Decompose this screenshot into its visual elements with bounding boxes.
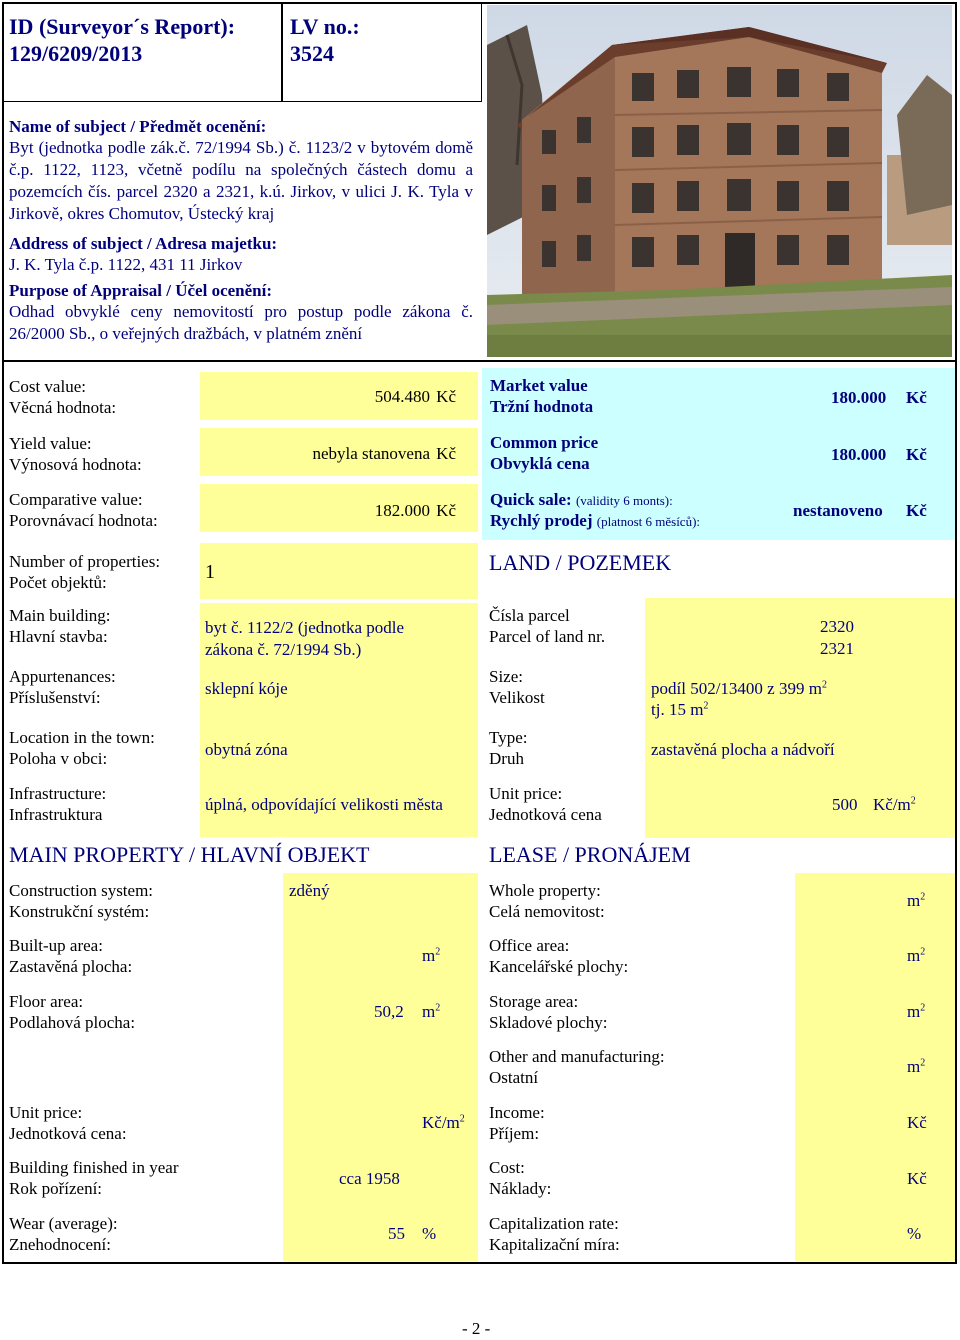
appurt-label-en: Appurtenances:: [9, 667, 116, 686]
type-label-en: Type:: [489, 728, 528, 747]
storage-label-en: Storage area:: [489, 992, 579, 1011]
type-label-cz: Druh: [489, 749, 524, 768]
main-property-values-block: [283, 873, 478, 1261]
lv-value: 3524: [290, 41, 334, 66]
page-number: - 2 -: [462, 1319, 491, 1338]
comp-value: 182.000: [374, 501, 430, 520]
quick-value: nestanoveno: [793, 501, 883, 520]
market-currency: Kč: [906, 388, 927, 407]
address-text: J. K. Tyla č.p. 1122, 431 11 Jirkov: [9, 255, 243, 274]
unit-unit: $Kč/m^2$: [873, 795, 916, 814]
unit-label-cz: Jednotková cena: [489, 805, 602, 824]
building-photo: [487, 5, 952, 357]
unitprice-unit-text: Kč/m: [422, 1113, 460, 1132]
office-unit-text: m: [907, 946, 921, 965]
appurt-value: sklepní kóje: [205, 679, 288, 698]
main-label-en: Main building:: [9, 606, 111, 625]
cost-label-en: Cost value:: [9, 377, 86, 396]
comp-value-cell: [200, 484, 478, 532]
builtup-unit-text: m: [422, 946, 436, 965]
cost-value: 504.480: [374, 387, 430, 406]
id-label: ID (Surveyor´s Report):: [9, 14, 236, 39]
lease-cost-label-cz: Náklady:: [489, 1179, 552, 1198]
count-label-en: Number of properties:: [9, 552, 161, 571]
size-value-1: podíl 502/13400 z 399 $m^2$: [651, 679, 827, 698]
year-value: cca 1958: [339, 1169, 400, 1188]
whole-unit: $m^2$: [907, 891, 926, 910]
lease-values-block: [795, 873, 955, 1261]
address-label: Address of subject / Adresa majetku:: [9, 234, 278, 253]
comp-label-en: Comparative value:: [9, 490, 143, 509]
office-label-en: Office area:: [489, 936, 570, 955]
year-label-en: Building finished in year: [9, 1158, 179, 1177]
main-property-heading: MAIN PROPERTY / HLAVNÍ OBJEKT: [9, 842, 370, 867]
id-value: 129/6209/2013: [9, 41, 143, 66]
unitprice-unit: $Kč/m^2$: [422, 1113, 465, 1132]
infra-label-cz: Infrastruktura: [9, 805, 103, 824]
cost-label-cz: Věcná hodnota:: [9, 398, 117, 417]
quick-label-cz: [490, 510, 700, 533]
main-value: byt č. 1122/2 (jednotka podle zákona č. 72/1994 Sb.): [205, 618, 405, 659]
purpose-label: Purpose of Appraisal / Účel ocenění:: [9, 281, 273, 300]
quick-label-en-text: Quick sale:: [490, 490, 572, 509]
location-value: obytná zóna: [205, 740, 288, 759]
count-value-cell: [200, 543, 478, 599]
floor-label-cz: Podlahová plocha:: [9, 1013, 136, 1032]
income-label-en: Income:: [489, 1103, 545, 1122]
unit-unit-text: Kč/m: [873, 795, 911, 814]
quick-label-cz-text: Rychlý prodej: [490, 511, 593, 530]
parcel-label-cz: Čísla parcel: [489, 606, 570, 625]
size-value-1-text: podíl 502/13400 z 399 m: [651, 679, 822, 698]
unitprice-label-cz: Jednotková cena:: [9, 1124, 127, 1143]
yield-value: nebyla stanovena: [312, 444, 430, 463]
market-value: 180.000: [831, 388, 887, 407]
infra-label-en: Infrastructure:: [9, 784, 107, 803]
subject-section: [2, 102, 482, 360]
floor-unit-text: m: [422, 1002, 436, 1021]
other-label-en: Other and manufacturing:: [489, 1047, 665, 1066]
cap-label-cz: Kapitalizační míra:: [489, 1235, 620, 1254]
storage-label-cz: Skladové plochy:: [489, 1013, 608, 1032]
construction-value: zděný: [289, 881, 330, 900]
builtup-label-en: Built-up area:: [9, 936, 103, 955]
cap-label-en: Capitalization rate:: [489, 1214, 619, 1233]
yield-label-en: Yield value:: [9, 434, 92, 453]
yield-value-cell: [200, 428, 478, 476]
location-label-en: Location in the town:: [9, 728, 155, 747]
size-label-cz: Velikost: [489, 688, 545, 707]
common-value: 180.000: [831, 445, 887, 464]
builtup-unit: $m^2$: [422, 946, 441, 965]
count-label-cz: Počet objektů:: [9, 573, 107, 592]
market-label-cz: Tržní hodnota: [490, 397, 594, 416]
wear-value: 55: [388, 1224, 405, 1243]
builtup-label-cz: Zastavěná plocha:: [9, 957, 133, 976]
purpose-text: Odhad obvyklé ceny nemovitostí pro postup podle zákona č. 26/2000 Sb., o veřejných dražbách, v platném znění: [9, 302, 473, 343]
size-label-en: Size:: [489, 667, 523, 686]
construction-label-en: Construction system:: [9, 881, 154, 900]
wear-label-en: Wear (average):: [9, 1214, 118, 1233]
lease-cost-unit: Kč: [907, 1169, 927, 1188]
year-label-cz: Rok pořízení:: [9, 1179, 103, 1198]
quick-note-cz: (platnost 6 měsíců):: [596, 514, 701, 529]
parcel-label-en: Parcel of land nr.: [489, 627, 606, 646]
quick-note-en: (validity 6 monts):: [575, 493, 673, 508]
unit-value: 500: [832, 795, 858, 814]
yield-currency: Kč: [436, 444, 456, 463]
parcel-2: 2321: [820, 639, 854, 658]
size-value-2: tj. 15 $m^2$: [651, 700, 709, 719]
floor-unit: $m^2$: [422, 1002, 441, 1021]
land-heading: LAND / POZEMEK: [489, 550, 672, 575]
location-label-cz: Poloha v obci:: [9, 749, 108, 768]
quick-currency: Kč: [906, 501, 927, 520]
subject-name-text: Byt (jednotka podle zák.č. 72/1994 Sb.) č. 1123/2 v bytovém domě č.p. 1122, 1123, včetně podílu na společných částech domu a pozemcích čís. parcel 2320 a 2321, k.ú. Jirkov, v ulici J. K. Tyla v Jirkově, okres Chomutov, Ústecký kraj: [9, 138, 473, 223]
construction-label-cz: Konstrukční systém:: [9, 902, 150, 921]
subject-name-label: Name of subject / Předmět ocenění:: [9, 117, 267, 136]
lv-label: LV no.:: [290, 14, 360, 39]
section-divider: [2, 360, 957, 362]
main-label-cz: Hlavní stavba:: [9, 627, 108, 646]
lease-cost-label-en: Cost:: [489, 1158, 525, 1177]
building-photo-svg: [487, 5, 952, 357]
type-value: zastavěná plocha a nádvoří: [651, 740, 835, 759]
comp-label-cz: Porovnávací hodnota:: [9, 511, 158, 530]
income-label-cz: Příjem:: [489, 1124, 540, 1143]
common-label-en: Common price: [490, 433, 599, 452]
cap-unit: %: [907, 1224, 922, 1243]
whole-label-cz: Celá nemovitost:: [489, 902, 605, 921]
common-currency: Kč: [906, 445, 927, 464]
infra-value: úplná, odpovídající velikosti města: [205, 795, 443, 814]
common-label-cz: Obvyklá cena: [490, 454, 590, 473]
cost-value-cell: [200, 372, 478, 420]
income-unit: Kč: [907, 1113, 927, 1132]
comp-currency: Kč: [436, 501, 456, 520]
appurt-label-cz: Příslušenství:: [9, 688, 101, 707]
lease-heading: LEASE / PRONÁJEM: [489, 842, 691, 867]
storage-unit-text: m: [907, 1002, 921, 1021]
floor-value: 50,2: [374, 1002, 404, 1021]
size-value-2-text: tj. 15 m: [651, 700, 704, 719]
other-unit: $m^2$: [907, 1057, 926, 1076]
count-value: 1: [205, 561, 215, 583]
other-unit-text: m: [907, 1057, 921, 1076]
quick-label-en: [490, 489, 673, 512]
other-label-cz: Ostatní: [489, 1068, 539, 1087]
office-unit: $m^2$: [907, 946, 926, 965]
yield-label-cz: Výnosová hodnota:: [9, 455, 142, 474]
unitprice-label-en: Unit price:: [9, 1103, 83, 1122]
market-label-en: Market value: [490, 376, 588, 395]
storage-unit: $m^2$: [907, 1002, 926, 1021]
office-label-cz: Kancelářské plochy:: [489, 957, 629, 976]
floor-label-en: Floor area:: [9, 992, 84, 1011]
whole-unit-text: m: [907, 891, 921, 910]
wear-unit: %: [422, 1224, 437, 1243]
cost-currency: Kč: [436, 387, 456, 406]
wear-label-cz: Znehodnocení:: [9, 1235, 111, 1254]
unit-label-en: Unit price:: [489, 784, 563, 803]
parcel-1: 2320: [820, 617, 854, 636]
whole-label-en: Whole property:: [489, 881, 601, 900]
